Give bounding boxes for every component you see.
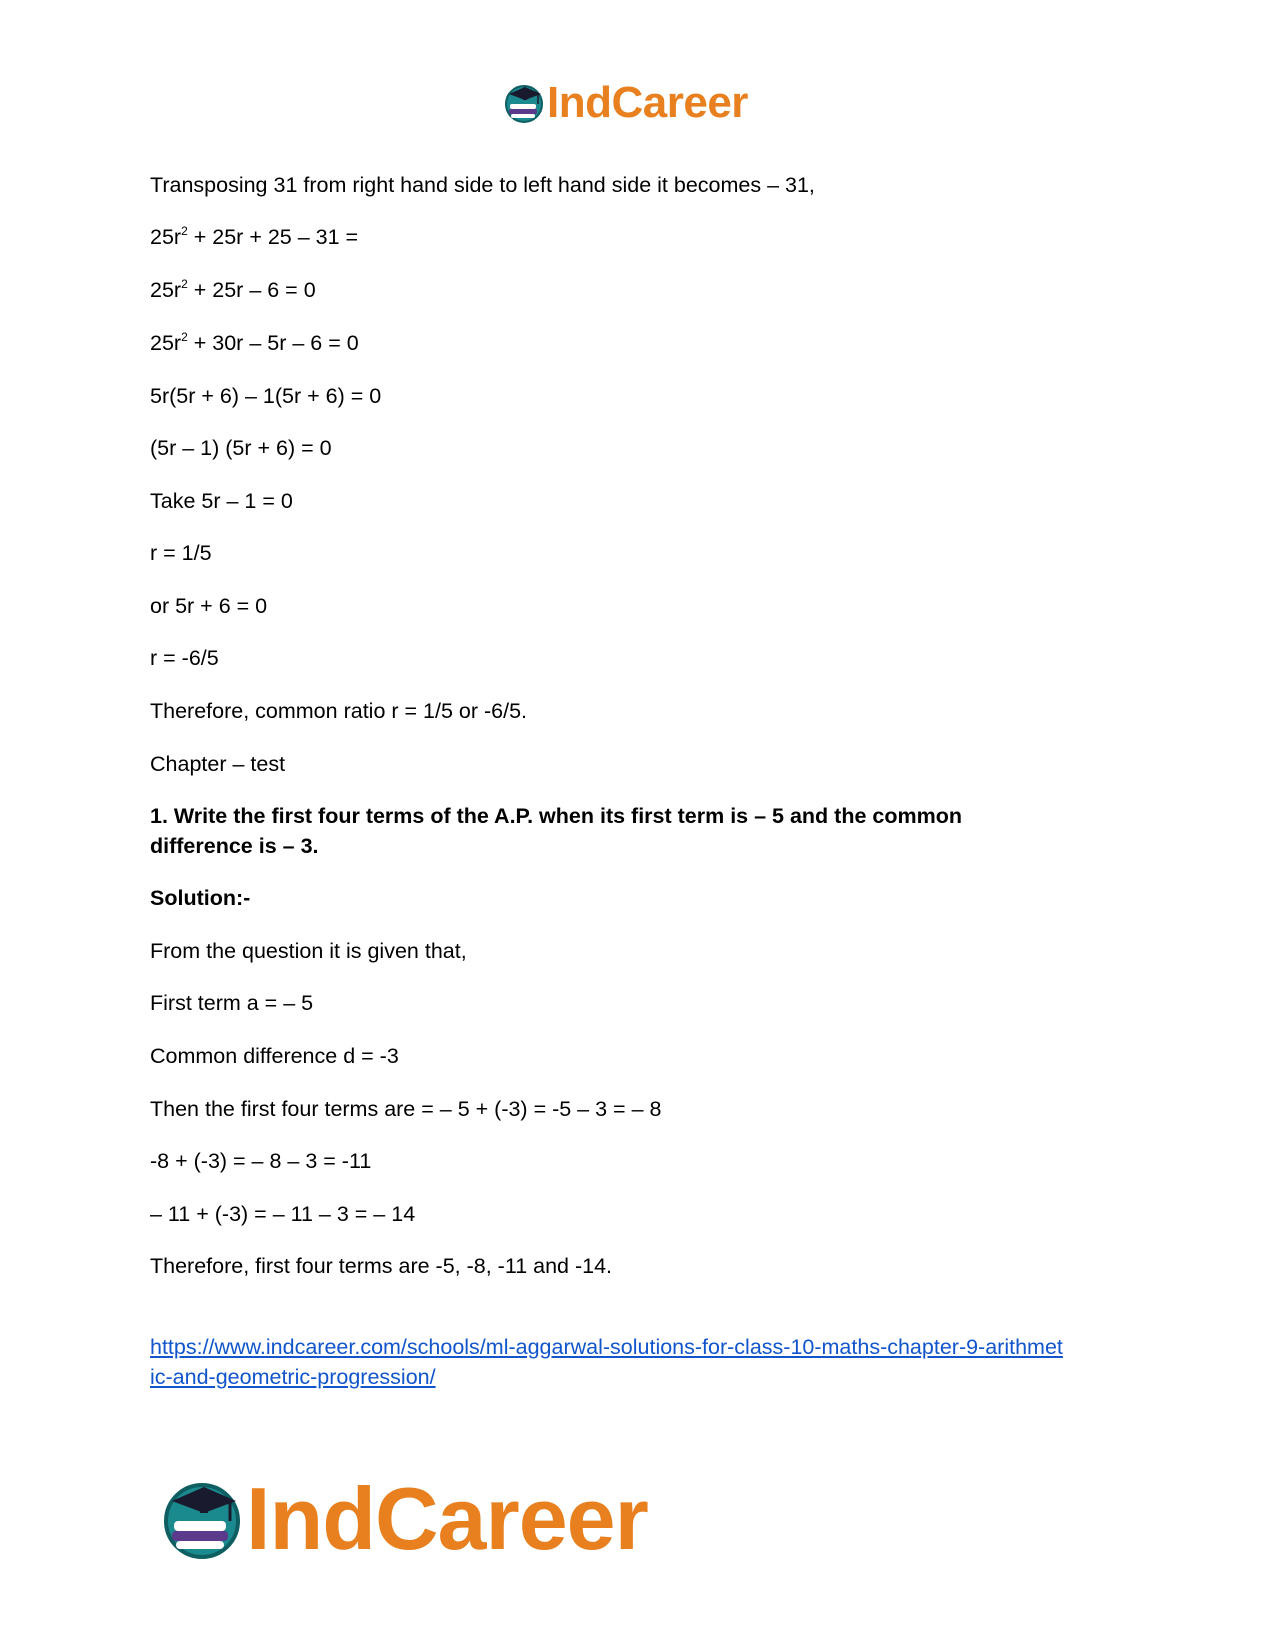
equation-term: 25r <box>150 225 182 249</box>
equation-line: r = -6/5 <box>150 646 219 670</box>
solution-heading: Solution:- <box>150 886 251 910</box>
source-link[interactable]: https://www.indcareer.com/schools/ml-aggarwal-solutions-for-class-10-maths-chapter-9-arithmet <box>150 1335 1063 1359</box>
equation-rest: + 30r – 5r – 6 = 0 <box>187 331 359 355</box>
text-line: Transposing 31 from right hand side to left hand side it becomes – 31, <box>150 173 815 197</box>
footer-url-line <box>150 1332 1063 1362</box>
exponent: 2 <box>181 224 188 238</box>
equation-line <box>150 222 358 252</box>
question-line: difference is – 3. <box>150 834 319 858</box>
equation-line <box>150 328 359 358</box>
equation-line: -8 + (-3) = – 8 – 3 = -11 <box>150 1149 372 1173</box>
header-logo <box>503 78 748 128</box>
equation-rest: + 25r + 25 – 31 = <box>187 225 359 249</box>
equation-line: or 5r + 6 = 0 <box>150 594 268 618</box>
graduation-book-icon <box>503 82 545 124</box>
footer-url-line <box>150 1362 436 1392</box>
equation-line: (5r – 1) (5r + 6) = 0 <box>150 436 332 460</box>
conclusion-line: Therefore, first four terms are -5, -8, -11 and -14. <box>150 1254 613 1278</box>
equation-term: 25r <box>150 331 182 355</box>
equation-line <box>150 275 316 305</box>
text-line: From the question it is given that, <box>150 939 467 963</box>
question-line: 1. Write the first four terms of the A.P. when its first term is – 5 and the common <box>150 804 962 828</box>
footer-logo <box>160 1468 648 1570</box>
equation-line: Take 5r – 1 = 0 <box>150 489 293 513</box>
text-line: Then the first four terms are = – 5 + (-3) = -5 – 3 = – 8 <box>150 1097 662 1121</box>
conclusion-line: Therefore, common ratio r = 1/5 or -6/5. <box>150 699 528 723</box>
equation-line: – 11 + (-3) = – 11 – 3 = – 14 <box>150 1202 416 1226</box>
equation-line: r = 1/5 <box>150 541 212 565</box>
footer-logo-text: IndCareer <box>246 1469 648 1568</box>
equation-rest: + 25r – 6 = 0 <box>187 278 316 302</box>
source-link-continued[interactable]: ic-and-geometric-progression/ <box>150 1365 436 1389</box>
exponent: 2 <box>181 277 188 291</box>
text-line: Common difference d = -3 <box>150 1044 399 1068</box>
exponent: 2 <box>181 330 188 344</box>
equation-term: 25r <box>150 278 182 302</box>
graduation-book-icon <box>160 1477 244 1561</box>
section-heading: Chapter – test <box>150 752 286 776</box>
header-logo-text: IndCareer <box>547 78 748 127</box>
text-line: First term a = – 5 <box>150 991 314 1015</box>
equation-line: 5r(5r + 6) – 1(5r + 6) = 0 <box>150 384 382 408</box>
